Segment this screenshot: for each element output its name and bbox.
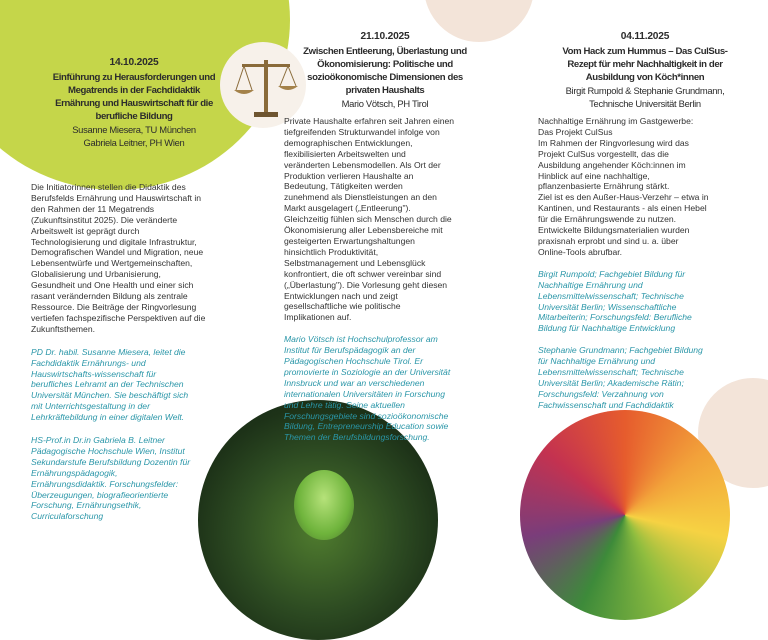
bio-line: Curriculaforschung xyxy=(31,511,104,522)
title-line: Ökonomisierung: Politische und xyxy=(317,59,453,70)
title-line: berufliche Bildung xyxy=(95,111,173,122)
abstract-line: (Zukunftsinstitut 2025). Die veränderte xyxy=(31,214,178,225)
title-line: Rezept für mehr Nachhaltigkeit in der xyxy=(567,59,723,70)
bio-line: und Lehre tätig. Seine aktuellen xyxy=(284,399,405,410)
speaker-line: Birgit Rumpold & Stephanie Grundmann, xyxy=(565,85,725,96)
bio-line: Lebensmittelwissenschaft; Technische xyxy=(538,290,684,301)
bio-line: Universität Berlin; Akademische Rätin; xyxy=(538,377,684,388)
bio-line: Lebensmittelwissenschaft; Technische xyxy=(538,367,684,378)
leaf-sprout-image xyxy=(294,470,354,540)
abstract-line: Nachhaltige Ernährung im Gastgewerbe: xyxy=(538,116,694,126)
lecture-title xyxy=(542,45,748,84)
abstract-line: Zukunftsthemen. xyxy=(31,323,96,334)
lecture-abstract xyxy=(538,116,748,258)
lecture-title xyxy=(28,71,240,123)
bio-line: berufliches Lehramt an der Technischen xyxy=(31,379,184,390)
abstract-line: Gesundheit und One Health und einer sich xyxy=(31,280,194,291)
bio-line: Innsbruck und war an verschiedenen xyxy=(284,377,425,388)
bio-line: Birgit Rumpold; Fachgebiet Bildung für xyxy=(538,268,686,279)
bio-line: Hauswirtschafts-wissenschaft für xyxy=(31,368,157,379)
bio-line: Lehrkräftebildung in einer digitalen Welt. xyxy=(31,412,185,423)
bio-line: für Nachhaltige Ernährung und xyxy=(538,356,656,367)
abstract-line: Ausbildung angehender Köch:innen im xyxy=(538,159,686,170)
abstract-line: pflanzenbasierte Ernährung stärkt. xyxy=(538,181,670,192)
abstract-line: gesteigerten Erwartungshaltungen xyxy=(284,235,415,246)
bio-line: mit Unterrichtsgestaltung in der xyxy=(31,401,150,412)
bio-line: Forschungsgebiete sind sozioökonomische xyxy=(284,410,449,421)
title-line: Ausbildung von Köch*innen xyxy=(585,72,705,83)
abstract-line: Technologisierung und digitale Infrastruktur, xyxy=(31,236,197,247)
lecture-column-2 xyxy=(282,0,488,443)
lecture-title xyxy=(282,45,488,97)
abstract-line: Lebensentwürfe und Wertgemeinschaften, xyxy=(31,258,193,269)
title-line: Einführung zu Herausforderungen und xyxy=(52,72,216,83)
abstract-line: rasant verändernden Bildung als zentrale xyxy=(31,291,188,302)
abstract-line: Globalisierung und Urbanisierung, xyxy=(31,269,161,280)
lecture-speaker xyxy=(542,84,748,110)
lecture-speaker xyxy=(282,97,488,110)
lecture-column-3 xyxy=(538,0,748,411)
abstract-line: Ressource. Die Beiträge der Ringvorlesung xyxy=(31,301,197,312)
speaker-line: Mario Vötsch, PH Tirol xyxy=(341,98,429,109)
title-line: Zwischen Entleerung, Überlastung und xyxy=(303,46,467,57)
abstract-line: Produktion verlieren Haushalte an xyxy=(284,170,414,181)
bio-line: Institut für Berufspädagogik an der xyxy=(284,345,416,356)
bio-line: Universität München. Sie beschäftigt sich xyxy=(31,390,189,401)
bio-line: Forschung, Ernährungsethik, xyxy=(31,500,142,511)
speaker-line: Susanne Miesera, TU München xyxy=(72,124,196,135)
bio-line: promovierte in Soziologie an der Universität xyxy=(284,366,451,377)
abstract-line: gesellschaftliche wie politische xyxy=(284,301,401,312)
bio-line: Mario Vötsch ist Hochschulprofessor am xyxy=(284,334,438,345)
lecture-abstract xyxy=(284,116,488,323)
abstract-line: demographischen Entwicklungen, xyxy=(284,137,413,148)
abstract-line: konfrontiert, die oft schwer vereinbar sind xyxy=(284,268,442,279)
abstract-line: tiefgreifenden Strukturwandel infolge von xyxy=(284,126,440,137)
abstract-line: Implikationen auf. xyxy=(284,312,352,323)
abstract-line: Die Initiatorinnen stellen die Didaktik des xyxy=(31,182,186,192)
vegetable-bowl-image xyxy=(520,410,730,620)
abstract-line: Bedeutung, Tätigkeiten werden xyxy=(284,181,403,192)
abstract-line: („Überlastung"). Die Vorlesung geht diesen xyxy=(284,279,448,290)
bio-line: Nachhaltige Ernährung und xyxy=(538,279,643,290)
bio-line: Ernährungspädagogik, xyxy=(31,467,118,478)
abstract-line: für die Ernährungswende zu nutzen. xyxy=(538,214,677,225)
lecture-column-1 xyxy=(28,0,240,522)
bio-line: HS-Prof.in Dr.in Gabriela B. Leitner xyxy=(31,435,165,446)
speaker-line: Technische Universität Berlin xyxy=(589,98,701,109)
lecture-date: 21.10.2025 xyxy=(360,31,410,42)
lecture-speaker xyxy=(28,123,240,149)
speaker-bio xyxy=(538,345,748,410)
abstract-line: Private Haushalte erfahren seit Jahren einen xyxy=(284,116,455,126)
bio-line: Pädagogischen Hochschule Tirol. Er xyxy=(284,356,423,367)
speaker-bio xyxy=(538,269,748,334)
abstract-line: flexibilisierten Arbeitswelten und xyxy=(284,148,406,159)
abstract-line: veränderten Lebensmodellen. Als Ort der xyxy=(284,159,441,170)
abstract-line: hinsichtlich Produktivität, xyxy=(284,246,379,257)
abstract-line: vertiefen fachspezifische Perspektiven auf die xyxy=(31,312,206,323)
abstract-line: Berufsfelds Ernährung und Hauswirtschaft in xyxy=(31,192,202,203)
bio-line: Bildung für Nachhaltige Entwicklung xyxy=(538,323,676,334)
bio-line: internationalen Universitäten in Forschung xyxy=(284,388,445,399)
bio-line: Themen der Berufsbildungsforschung. xyxy=(284,432,430,443)
abstract-line: den Rahmen der 11 Megatrends xyxy=(31,203,155,214)
title-line: privaten Haushalts xyxy=(345,85,425,96)
abstract-line: Projekt CulSus vorgestellt, das die xyxy=(538,148,669,159)
bio-line: Sekundarstufe Berufsbildung Dozentin für xyxy=(31,456,191,467)
bio-line: Pädagogische Hochschule Wien, Institut xyxy=(31,445,185,456)
abstract-line: Entwicklungen nach und zeigt xyxy=(284,290,398,301)
abstract-line: Hinblick auf eine nachhaltige, xyxy=(538,170,650,181)
abstract-line: praxisnah erprobt und sind u. a. über xyxy=(538,235,679,246)
title-line: Vom Hack zum Hummus – Das CulSus- xyxy=(562,46,728,57)
speaker-bio xyxy=(31,347,240,423)
abstract-line: Kantinen, und Restaurants - als einen Hebel xyxy=(538,203,707,214)
bio-line: Universität Berlin; Wissenschaftliche xyxy=(538,301,677,312)
speaker-bio xyxy=(31,435,240,522)
title-line: Megatrends in der Fachdidaktik xyxy=(68,85,200,96)
speaker-bio xyxy=(284,334,488,443)
bio-line: Überzeugungen, biografieorientierte xyxy=(31,489,169,500)
abstract-line: Online-Tools abrufbar. xyxy=(538,246,623,257)
abstract-line: Ökonomisierung aller Lebensbereiche mit xyxy=(284,225,443,236)
abstract-line: Das Projekt CulSus xyxy=(538,126,613,137)
abstract-line: Gleichzeitig fühlen sich Menschen durch die xyxy=(284,214,452,225)
lecture-abstract xyxy=(31,182,240,335)
bio-line: Fachwissenschaft und Fachdidaktik xyxy=(538,399,674,410)
speaker-line: Gabriela Leitner, PH Wien xyxy=(83,137,185,148)
title-line: sozioökonomische Dimensionen des xyxy=(307,72,463,83)
bio-line: Fachdidaktik Ernährungs- und xyxy=(31,357,146,368)
bio-line: Ernährungsdidaktik. Forschungsfelder: xyxy=(31,478,179,489)
abstract-line: Ziel ist es den Außer-Haus-Verzehr – etwa in xyxy=(538,192,709,203)
bio-line: Stephanie Grundmann; Fachgebiet Bildung xyxy=(538,345,703,356)
abstract-line: Im Rahmen der Ringvorlesung wird das xyxy=(538,137,689,148)
abstract-line: Selbstmanagement und Lebensglück xyxy=(284,257,426,268)
bio-line: Forschungsfeld: Verzahnung von xyxy=(538,388,664,399)
abstract-line: Entwickelte Bildungsmaterialien wurden xyxy=(538,225,690,236)
lecture-date: 04.11.2025 xyxy=(620,31,670,42)
bio-line: PD Dr. habil. Susanne Miesera, leitet die xyxy=(31,346,186,357)
abstract-line: Markt ausgelagert („Entleerung"). xyxy=(284,203,411,214)
title-line: Ernährung und Hauswirtschaft für die xyxy=(55,98,213,109)
abstract-line: Arbeitswelt ist geprägt durch xyxy=(31,225,140,236)
bio-line: Mitarbeiterin; Forschungsfeld: Berufliche xyxy=(538,312,692,323)
bio-line: Bildung, Entrepreneurship Education sowie xyxy=(284,421,449,432)
lecture-date: 14.10.2025 xyxy=(109,57,159,68)
abstract-line: zunehmend als Dienstleistungen an den xyxy=(284,192,437,203)
abstract-line: Demografischen Wandel und Migration, neue xyxy=(31,247,204,258)
